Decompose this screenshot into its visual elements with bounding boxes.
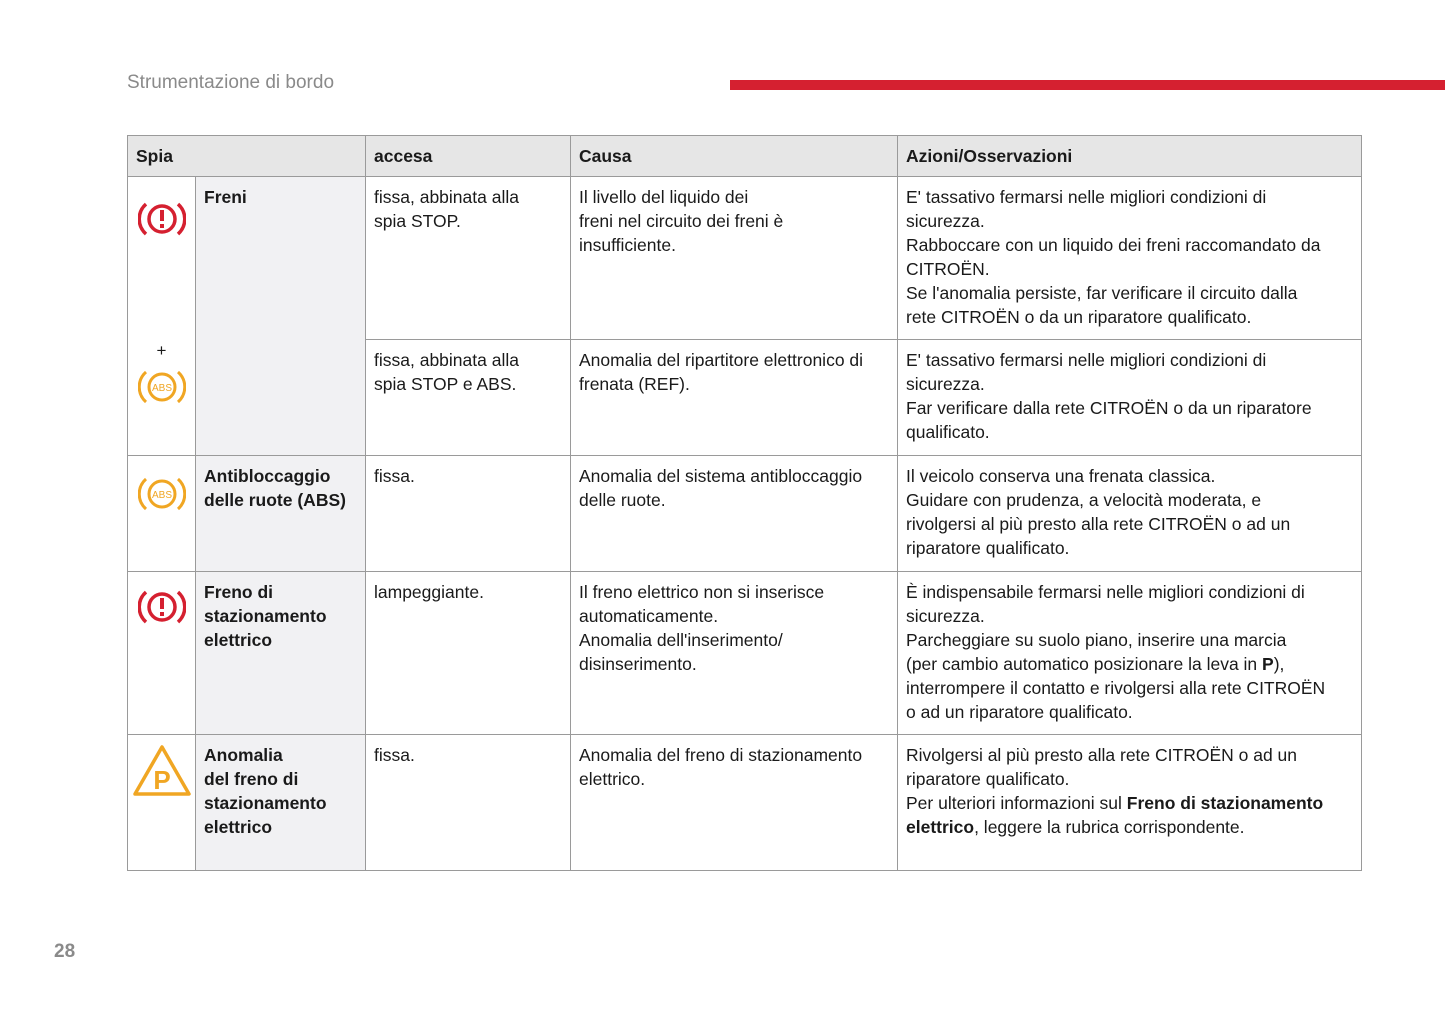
accesa-cell: fissa. xyxy=(366,735,571,871)
light-name: Freni xyxy=(196,177,366,456)
azioni-text: È indispensabile fermarsi nelle migliori condizioni di sicurezza. Parcheggiare su suolo piano, inserire una marcia (per cambio automatico posizionare la leva in xyxy=(906,582,1305,674)
table-row xyxy=(128,177,1362,340)
azioni-text: Rivolgersi al più presto alla rete CITROËN o ad un riparatore qualificato. Per ulteriori informazioni sul xyxy=(906,745,1298,813)
brake-warning-icon xyxy=(138,199,186,239)
accesa-cell: fissa, abbinata alla spia STOP e ABS. xyxy=(366,340,571,456)
causa-cell: Anomalia del ripartitore elettronico di frenata (REF). xyxy=(571,340,898,456)
light-name: Anomalia del freno di stazionamento elettrico xyxy=(196,735,366,871)
causa-cell: Il livello del liquido dei freni nel circuito dei freni è insufficiente. xyxy=(571,177,898,340)
table-row xyxy=(128,456,1362,572)
table-header-row xyxy=(128,136,1362,177)
header-azioni: Azioni/Osservazioni xyxy=(898,136,1362,177)
light-name: Antibloccaggio delle ruote (ABS) xyxy=(196,456,366,572)
svg-text:ABS: ABS xyxy=(151,383,172,394)
table-row xyxy=(128,735,1362,871)
table-row xyxy=(128,572,1362,735)
light-name: Freno di stazionamento elettrico xyxy=(196,572,366,735)
accent-bar xyxy=(730,80,1445,90)
header-spia: Spia xyxy=(128,136,366,177)
causa-cell: Il freno elettrico non si inserisce automaticamente. Anomalia dell'inserimento/ disinserimento. xyxy=(571,572,898,735)
azioni-text: , leggere la rubrica corrispondente. xyxy=(974,817,1245,837)
azioni-bold: P xyxy=(1262,654,1274,674)
header-accesa: accesa xyxy=(366,136,571,177)
accesa-cell: fissa, abbinata alla spia STOP. xyxy=(366,177,571,340)
header-causa: Causa xyxy=(571,136,898,177)
azioni-text: ), interrompere il contatto e rivolgersi alla rete CITROËN o ad un riparatore qualificato. xyxy=(906,654,1326,722)
azioni-cell xyxy=(898,735,1362,871)
abs-warning-icon xyxy=(138,474,186,514)
parking-brake-fault-icon xyxy=(132,743,192,797)
plus-sign: + xyxy=(156,341,167,360)
parking-brake-warning-icon xyxy=(138,587,186,627)
azioni-cell: Il veicolo conserva una frenata classica. Guidare con prudenza, a velocità moderata, e rivolgersi al più presto alla rete CITROËN o ad un riparatore qualificato. xyxy=(898,456,1362,572)
icon-cell xyxy=(128,177,196,456)
azioni-cell: E' tassativo fermarsi nelle migliori condizioni di sicurezza. Far verificare dalla rete CITROËN o da un riparatore qualificato. xyxy=(898,340,1362,456)
abs-warning-icon xyxy=(138,367,186,407)
warning-lights-table xyxy=(127,135,1362,871)
accesa-cell: fissa. xyxy=(366,456,571,572)
causa-cell: Anomalia del sistema antibloccaggio delle ruote. xyxy=(571,456,898,572)
icon-cell xyxy=(128,456,196,572)
icon-cell xyxy=(128,572,196,735)
icon-cell xyxy=(128,735,196,871)
causa-cell: Anomalia del freno di stazionamento elettrico. xyxy=(571,735,898,871)
azioni-cell xyxy=(898,572,1362,735)
accesa-cell: lampeggiante. xyxy=(366,572,571,735)
azioni-bold: Freno di stazionamento elettrico xyxy=(906,793,1324,837)
page-number: 28 xyxy=(54,941,76,962)
svg-text:P: P xyxy=(152,765,171,795)
svg-text:ABS: ABS xyxy=(151,490,172,501)
azioni-cell: E' tassativo fermarsi nelle migliori condizioni di sicurezza. Rabboccare con un liquido dei freni raccomandato da CITROËN. Se l'anomalia persiste, far verificare il circuito dalla rete CITROËN o da un riparatore qualificato. xyxy=(898,177,1362,340)
section-title: Strumentazione di bordo xyxy=(127,72,335,93)
